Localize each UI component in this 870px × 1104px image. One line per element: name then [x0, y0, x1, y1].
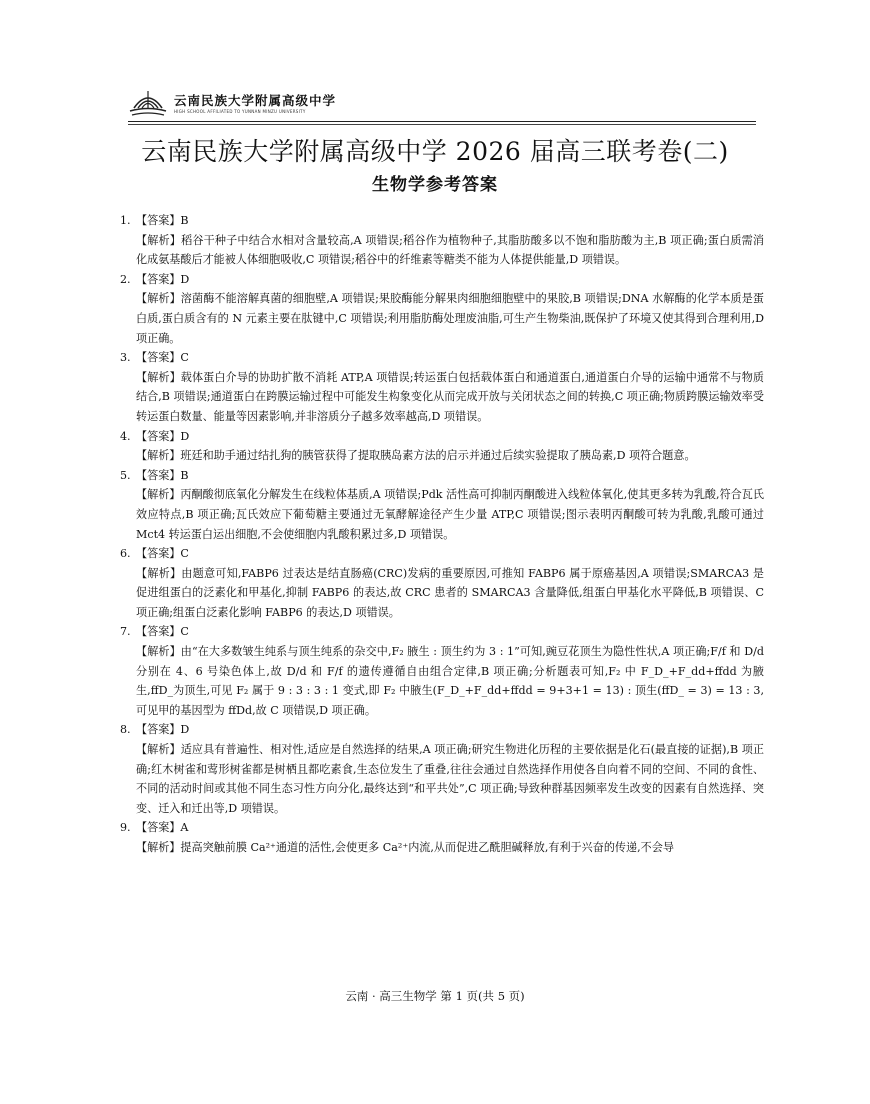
explanation [136, 485, 764, 544]
answer-letter: B [180, 214, 189, 227]
explanation-tag: 【解析】 [136, 645, 181, 659]
answer-line: 2. 【答案】D [120, 272, 190, 286]
header-divider-thin [128, 124, 756, 125]
school-logo-icon [128, 86, 168, 120]
page-subtitle: 生物学参考答案 [372, 175, 498, 195]
question-item [120, 427, 764, 466]
header-divider [128, 121, 756, 122]
answer-tag: 【答案】 [136, 821, 181, 835]
explanation-tag: 【解析】 [136, 488, 181, 502]
question-item [120, 720, 764, 818]
explanation [136, 564, 764, 623]
explanation-text: 由题意可知,FABP6 过表达是结直肠癌(CRC)发病的重要原因,可推知 FABP6 属于原癌基因,A 项错误;SMARCA3 是促进组蛋白的泛素化和甲基化,抑制 FABP6 的表达,故 CRC 患者的 SMARCA3 含量降低,组蛋白甲基化水平降低,B 项错误、C 项正确;组蛋白泛素化影响 FABP6 的表达,D 项错误。 [136, 566, 764, 619]
answer-tag: 【答案】 [136, 723, 181, 737]
explanation-tag: 【解析】 [136, 370, 181, 384]
answer-line: 1. 【答案】B [120, 214, 189, 227]
answer-line: 8. 【答案】D [120, 723, 190, 737]
explanation-text: 适应具有普遍性、相对性,适应是自然选择的结果,A 项正确;研究生物进化历程的主要依据是化石(最直接的证据),B 项正确;红木树雀和莺形树雀都是树栖且都吃素食,生态位发生了重叠,往往会通过自然选择作用使各自向着不同的空间、不同的食性、不同的活动时间或其他不同生态习性方向分化,最终达到“和平共处”,C 项正确;导致种群基因频率发生改变的因素有自然选择、突变、迁入和迁出等,D 项错误。 [136, 743, 764, 815]
answer-line: 7. 【答案】C [120, 625, 189, 639]
answer-letter: B [180, 468, 189, 482]
answer-line: 6. 【答案】C [120, 547, 189, 561]
question-item [120, 622, 764, 720]
answer-letter: D [180, 272, 190, 286]
explanation [136, 740, 764, 818]
answer-letter: D [180, 723, 190, 737]
question-item [120, 466, 764, 544]
answer-letter: C [180, 351, 189, 365]
explanation [136, 231, 764, 270]
explanation [136, 289, 764, 348]
explanation-text: 班廷和助手通过结扎狗的胰管获得了提取胰岛素方法的启示并通过后续实验提取了胰岛素,D 项符合题意。 [180, 449, 696, 463]
explanation [136, 368, 764, 427]
answer-line: 9. 【答案】A [120, 821, 189, 835]
answer-list [120, 211, 764, 858]
school-header [128, 86, 768, 120]
answer-line: 3. 【答案】C [120, 351, 189, 365]
answer-tag: 【答案】 [136, 429, 181, 443]
answer-tag: 【答案】 [136, 547, 181, 561]
answer-tag: 【答案】 [136, 468, 181, 482]
explanation-tag: 【解析】 [136, 292, 181, 306]
answer-tag: 【答案】 [136, 351, 181, 365]
explanation-tag: 【解析】 [136, 449, 181, 463]
question-item [120, 818, 764, 857]
question-item [120, 348, 764, 426]
explanation-tag: 【解析】 [136, 566, 182, 580]
answer-letter: D [180, 429, 190, 443]
explanation-tag: 【解析】 [136, 841, 181, 854]
question-item [120, 270, 764, 348]
answer-tag: 【答案】 [136, 214, 181, 227]
school-english-name: HIGH SCHOOL AFFILIATED TO YUNNAN MINZU UNIVERSITY [174, 109, 306, 114]
explanation [136, 446, 764, 466]
answer-letter: C [180, 547, 189, 561]
school-name-logo: 云南民族大学附属高级中学 [174, 93, 337, 108]
page-title: 云南民族大学附属高级中学 2026 届高三联考卷(二) [141, 137, 729, 166]
explanation-text: 溶菌酶不能溶解真菌的细胞壁,A 项错误;果胶酶能分解果肉细胞细胞壁中的果胶,B 项错误;DNA 水解酶的化学本质是蛋白质,蛋白质含有的 N 元素主要在肽键中,C 项错误;利用脂肪酶处理废油脂,可生产生物柴油,既保护了环境又使其得到合理利用,D 项正确。 [136, 292, 764, 345]
answer-line: 4. 【答案】D [120, 429, 190, 443]
explanation-tag: 【解析】 [136, 743, 181, 757]
answer-letter: A [180, 821, 189, 835]
explanation [136, 838, 764, 858]
page-footer: 云南 · 高三生物学 第 1 页(共 5 页) [345, 989, 525, 1003]
explanation-tag: 【解析】 [136, 233, 182, 247]
explanation-text: 丙酮酸彻底氧化分解发生在线粒体基质,A 项错误;Pdk 活性高可抑制丙酮酸进入线粒体氧化,使其更多转为乳酸,符合瓦氏效应特点,B 项正确;瓦氏效应下葡萄糖主要通过无氧酵解途径产生少量 ATP,C 项错误;图示表明丙酮酸可转为乳酸,乳酸可通过 Mct4 转运蛋白运出细胞,不会使细胞内乳酸积累过多,D 项错误。 [136, 488, 764, 541]
answer-tag: 【答案】 [136, 272, 181, 286]
explanation-text: 稻谷干种子中结合水相对含量较高,A 项错误;稻谷作为植物种子,其脂肪酸多以不饱和脂肪酸为主,B 项正确;蛋白质需消化成氨基酸后才能被人体细胞吸收,C 项错误;稻谷中的纤维素等糖类不能为人体提供能量,D 项错误。 [136, 233, 764, 267]
answer-letter: C [180, 625, 189, 639]
explanation [136, 642, 764, 720]
explanation-text: 提高突触前膜 Ca²⁺通道的活性,会使更多 Ca²⁺内流,从而促进乙酰胆碱释放,有利于兴奋的传递,不会导 [180, 841, 674, 854]
answer-tag: 【答案】 [136, 625, 181, 639]
question-item [120, 211, 764, 270]
question-item [120, 544, 764, 622]
explanation-text: 载体蛋白介导的协助扩散不消耗 ATP,A 项错误;转运蛋白包括载体蛋白和通道蛋白,通道蛋白介导的运输中通常不与物质结合,B 项错误;通道蛋白在跨膜运输过程中可能发生构象变化从而完成开放与关闭状态之间的转换,C 项正确;物质跨膜运输效率受转运蛋白数量、能量等因素影响,并非溶质分子越多效率越高,D 项错误。 [136, 370, 764, 423]
answer-line: 5. 【答案】B [120, 468, 189, 482]
explanation-text: 由“在大多数皱生纯系与顶生纯系的杂交中,F₂ 腋生 : 顶生约为 3 : 1”可知,豌豆花顶生为隐性性状,A 项正确;F/f 和 D/d 分别在 4、6 号染色体上,故 D/d 和 F/f 的遗传遵循自由组合定律,B 项正确;分析题表可知,F₂ 中 F_D_+F_dd+ffdd 为腋生,ffD_为顶生,可见 F₂ 属于 9 : 3 : 3 : 1 变式,即 F₂ 中腋生(F_D_+F_dd+ffdd = 9+3+1 = 13) : 顶生(ffD_ = 3) = 13 : 3,可见甲的基因型为 ffDd,故 C 项错误,D 项正确。 [136, 645, 764, 717]
